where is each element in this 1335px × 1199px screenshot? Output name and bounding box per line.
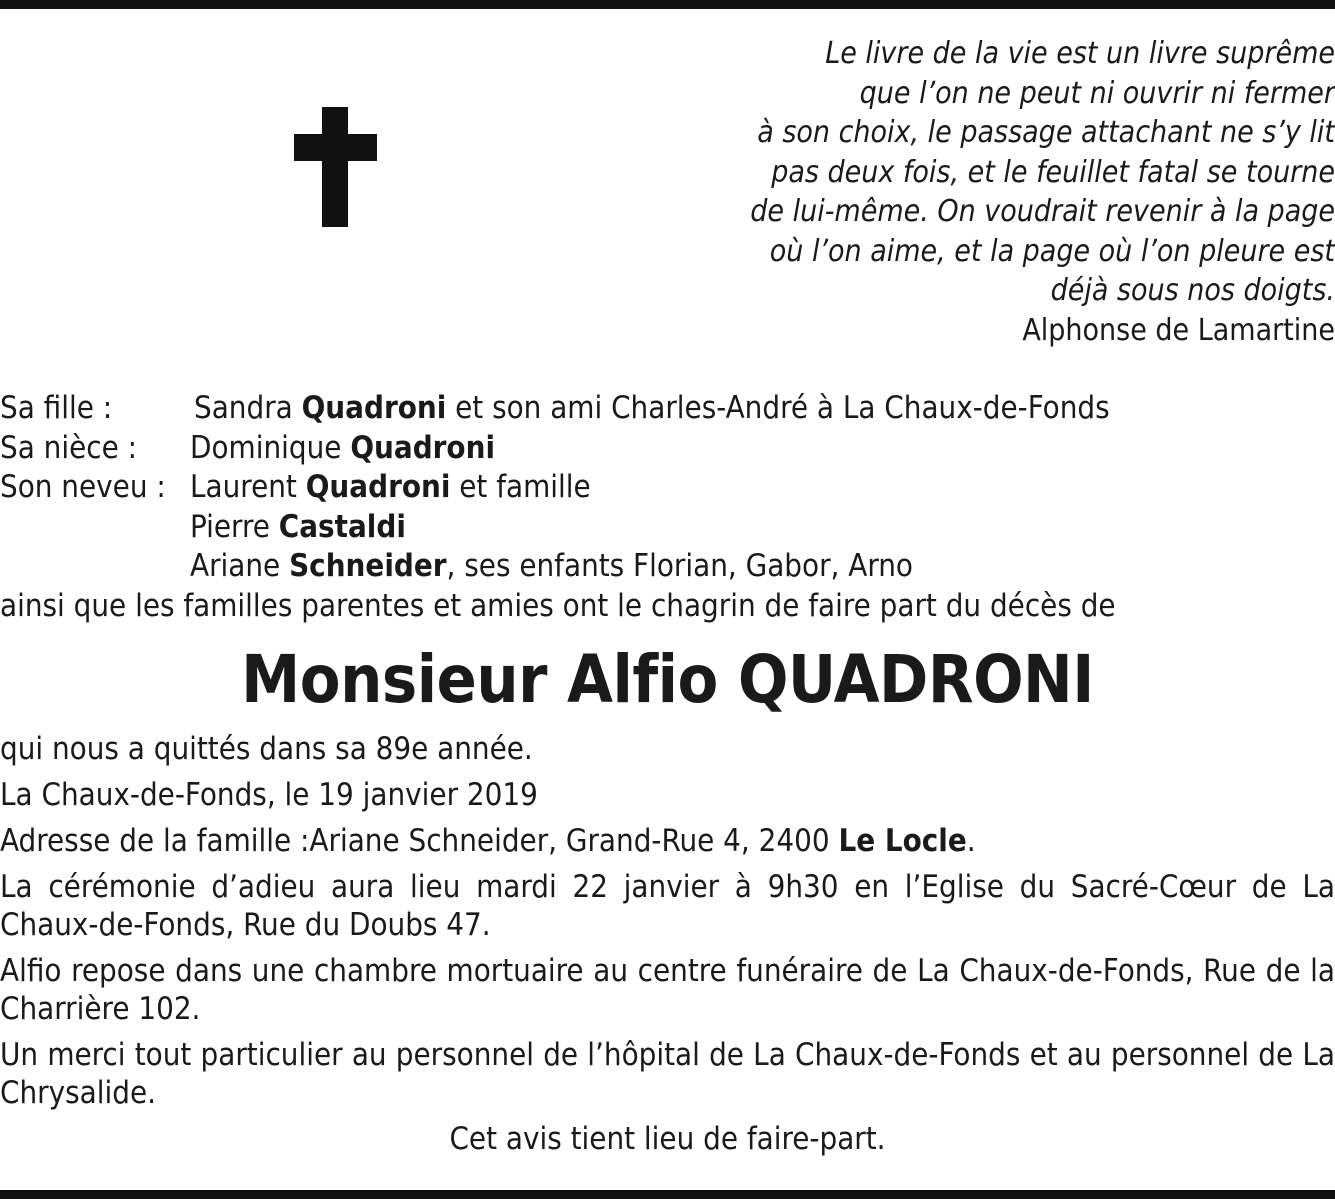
relative-entry: Sandra Quadroni et son ami Charles-André à La Chaux-de-Fonds (194, 390, 1110, 426)
notice-body (0, 730, 1335, 1166)
deceased-name: Monsieur Alfio QUADRONI (241, 641, 1094, 718)
cross-icon (294, 107, 377, 227)
relation-label: Son neveu : (0, 469, 166, 505)
family-row-niece (0, 429, 1335, 469)
thanks-text: Un merci tout particulier au personnel de l’hôpital de La Chaux-de-Fonds et au personnel de La Chrysalide. (0, 1037, 1335, 1111)
quote-line: de lui-même. On voudrait revenir à la page (750, 194, 1335, 229)
family-row-fille (0, 389, 1335, 429)
quote-line: que l’on ne peut ni ouvrir ni fermer (859, 75, 1335, 111)
quote-line: Le livre de la vie est un livre suprême (825, 36, 1335, 71)
family-row-pierre (0, 508, 1335, 548)
top-rule (0, 0, 1335, 9)
relation-label: Sa fille : (0, 390, 113, 426)
bottom-rule (0, 1190, 1335, 1199)
relative-entry: Laurent Quadroni et famille (190, 469, 591, 505)
place-date: La Chaux-de-Fonds, le 19 janvier 2019 (0, 777, 538, 813)
quote-author: Alphonse de Lamartine (1022, 312, 1335, 348)
family-row-neveu (0, 468, 1335, 508)
family-intro: ainsi que les familles parentes et amies ont le chagrin de faire part du décès de (0, 587, 1116, 624)
ceremony-info: La cérémonie d’adieu aura lieu mardi 22 janvier à 9h30 en l’Eglise du Sacré-Cœur de La Chaux-de-Fonds, Rue du Doubs 47. (0, 869, 1335, 943)
quote-line: pas deux fois, et le feuillet fatal se tourne (771, 154, 1335, 190)
relative-entry: Pierre Castaldi (190, 508, 406, 545)
age-line: qui nous a quittés dans sa 89e année. (0, 731, 533, 767)
quote-line: où l’on aime, et la page où l’on pleure est (769, 233, 1335, 269)
repose-info: Alfio repose dans une chambre mortuaire au centre funéraire de La Chaux-de-Fonds, Rue de la Charrière 102. (0, 953, 1335, 1027)
relative-entry: Dominique Quadroni (190, 429, 495, 466)
relation-label: Sa nièce : (0, 429, 138, 466)
family-address: Adresse de la famille :Ariane Schneider, Grand-Rue 4, 2400 Le Locle. (0, 823, 976, 859)
notice-footer: Cet avis tient lieu de faire-part. (449, 1121, 886, 1157)
family-row-ariane (0, 547, 1335, 587)
epigraph-quote (635, 34, 1335, 350)
relative-entry: Ariane Schneider, ses enfants Florian, Gabor, Arno (190, 548, 913, 584)
family-list (0, 389, 1335, 626)
quote-line: à son choix, le passage attachant ne s’y lit (757, 115, 1335, 150)
quote-line: déjà sous nos doigts. (1050, 273, 1335, 308)
